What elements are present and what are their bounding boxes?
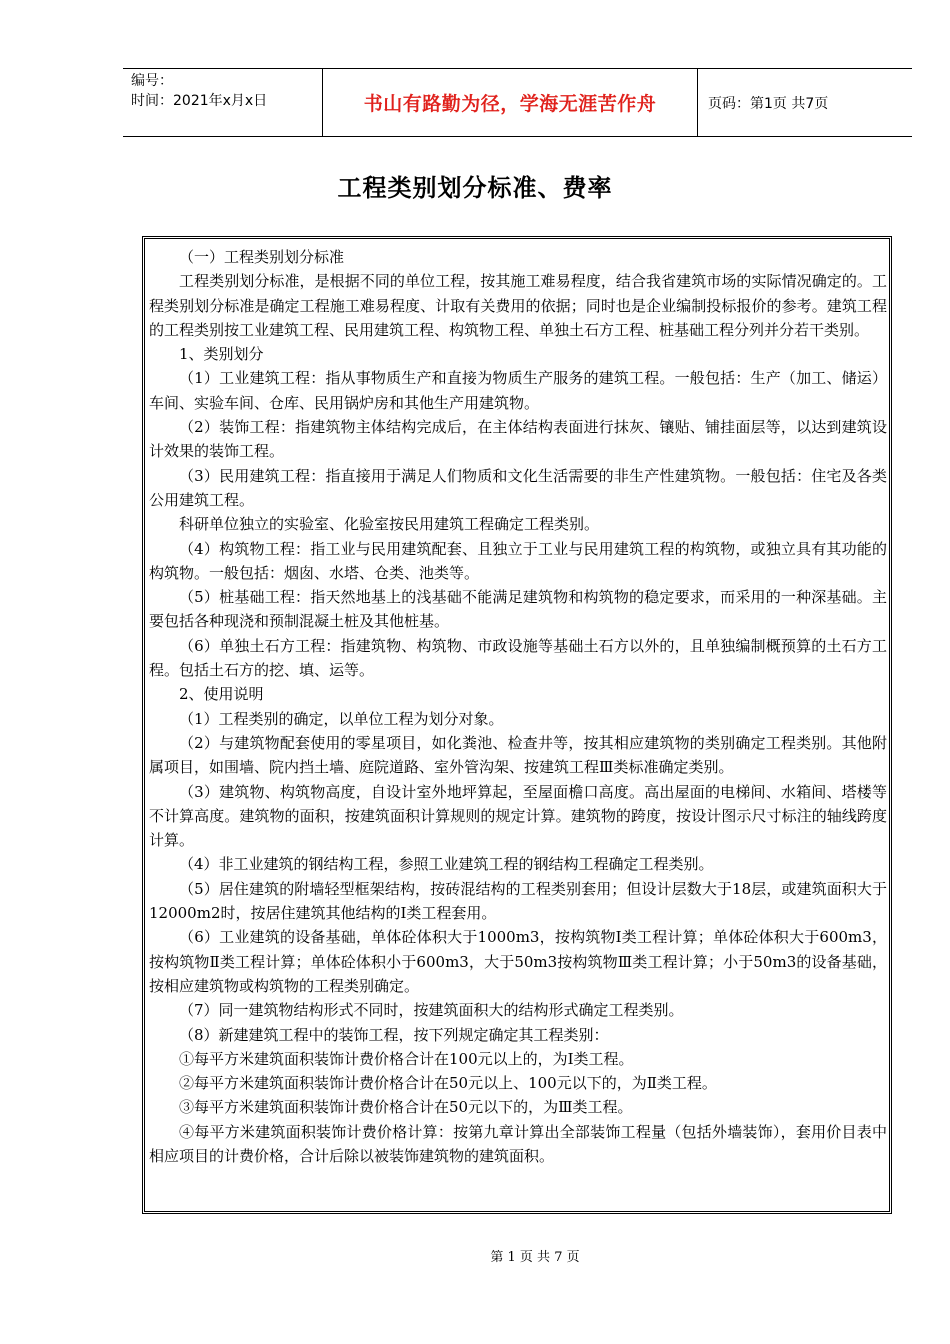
list-item: ③每平方米建筑面积装饰计费价格合计在50元以下的，为Ⅲ类工程。 [179, 1098, 633, 1117]
paragraph: （8）新建建筑工程中的装饰工程，按下列规定确定其工程类别： [179, 1025, 609, 1044]
document-title: 工程类别划分标准、费率 [337, 174, 613, 202]
page-footer [0, 1246, 950, 1265]
subsection-heading: 1、类别划分 [179, 345, 264, 364]
paragraph: 工程类别划分标准，是根据不同的单位工程，按其施工难易程度，结合我省建筑市场的实际情况确定的。工程类别划分标准是确定工程施工难易程度、计取有关费用的依据；同时也是企业编制投标报价的参考。建筑工程的工程类别按工业建筑工程、民用建筑工程、构筑物工程、单独土石方工程、桩基础工程分列并分若干类别。 [149, 272, 887, 339]
header-page-info: 页码：第1页 共7页 [708, 95, 829, 112]
paragraph: （7）同一建筑物结构形式不同时，按建筑面积大的结构形式确定工程类别。 [179, 1001, 684, 1020]
paragraph: （2）装饰工程：指建筑物主体结构完成后，在主体结构表面进行抹灰、镶贴、铺挂面层等，以达到建筑设计效果的装饰工程。 [149, 418, 887, 461]
subsection-heading: 2、使用说明 [179, 685, 264, 704]
section-heading: （一）工程类别划分标准 [179, 248, 345, 266]
paragraph: （3）民用建筑工程：指直接用于满足人们物质和文化生活需要的非生产性建筑物。一般包括：住宅及各类公用建筑工程。 [149, 466, 887, 509]
paragraph: （5）桩基础工程：指天然地基上的浅基础不能满足建筑物和构筑物的稳定要求，而采用的一种深基础。主要包括各种现浇和预制混凝土桩及其他桩基。 [149, 588, 887, 631]
list-item: ②每平方米建筑面积装饰计费价格合计在50元以上、100元以下的，为Ⅱ类工程。 [179, 1074, 717, 1093]
document-date: 时间：2021年x月x日 [131, 93, 268, 109]
paragraph: （5）居住建筑的附墙轻型框架结构，按砖混结构的工程类别套用；但设计层数大于18层，或建筑面积大于12000m2时，按居住建筑其他结构的Ⅰ类工程套用。 [149, 879, 887, 923]
document-number-label: 编号： [131, 73, 173, 89]
paragraph: （1）工程类别的确定，以单位工程为划分对象。 [179, 709, 504, 728]
paragraph: （6）工业建筑的设备基础，单体砼体积大于1000m3，按构筑物Ⅰ类工程计算；单体砼体积大于600m3，按构筑物Ⅱ类工程计算；单体砼体积小于600m3，大于50m3按构筑物Ⅲ类工程计算；小于50m3的设备基础，按相应建筑物或构筑物的工程类别确定。 [149, 928, 887, 995]
header-meta [123, 69, 323, 136]
footer-page-number: 第 1 页 共 7 页 [490, 1250, 580, 1265]
paragraph: （3）建筑物、构筑物高度，自设计室外地坪算起，至屋面檐口高度。高出屋面的电梯间、水箱间、塔楼等不计算高度。建筑物的面积，按建筑面积计算规则的规定计算。建筑物的跨度，按设计图示尺寸标注的轴线跨度计算。 [149, 782, 887, 850]
paragraph: 科研单位独立的实验室、化验室按民用建筑工程确定工程类别。 [179, 515, 600, 534]
list-item: ①每平方米建筑面积装饰计费价格合计在100元以上的，为Ⅰ类工程。 [179, 1049, 634, 1068]
paragraph: （4）构筑物工程：指工业与民用建筑配套、且独立于工业与民用建筑工程的构筑物，或独立具有其功能的构筑物。一般包括：烟囱、水塔、仓类、池类等。 [149, 539, 887, 582]
list-item: ④每平方米建筑面积装饰计费价格计算：按第九章计算出全部装饰工程量（包括外墙装饰），套用价目表中相应项目的计费价格，合计后除以被装饰建筑物的建筑面积。 [149, 1122, 887, 1165]
content-body [149, 245, 887, 1168]
paragraph: （1）工业建筑工程：指从事物质生产和直接为物质生产服务的建筑工程。一般包括：生产（加工、储运）车间、实验车间、仓库、民用锅炉房和其他生产用建筑物。 [149, 369, 887, 412]
paragraph: （2）与建筑物配套使用的零星项目，如化粪池、检查井等，按其相应建筑物的类别确定工程类别。其他附属项目，如围墙、院内挡土墙、庭院道路、室外管沟架、按建筑工程Ⅲ类标准确定类别。 [149, 733, 887, 777]
header-motto: 书山有路勤为径，学海无涯苦作舟 [323, 69, 698, 136]
paragraph: （4）非工业建筑的钢结构工程，参照工业建筑工程的钢结构工程确定工程类别。 [179, 855, 714, 874]
paragraph: （6）单独土石方工程：指建筑物、构筑物、市政设施等基础土石方以外的，且单独编制概预算的土石方工程。包括土石方的挖、填、运等。 [149, 636, 887, 680]
content-box [142, 236, 892, 1214]
page-header [123, 68, 912, 137]
